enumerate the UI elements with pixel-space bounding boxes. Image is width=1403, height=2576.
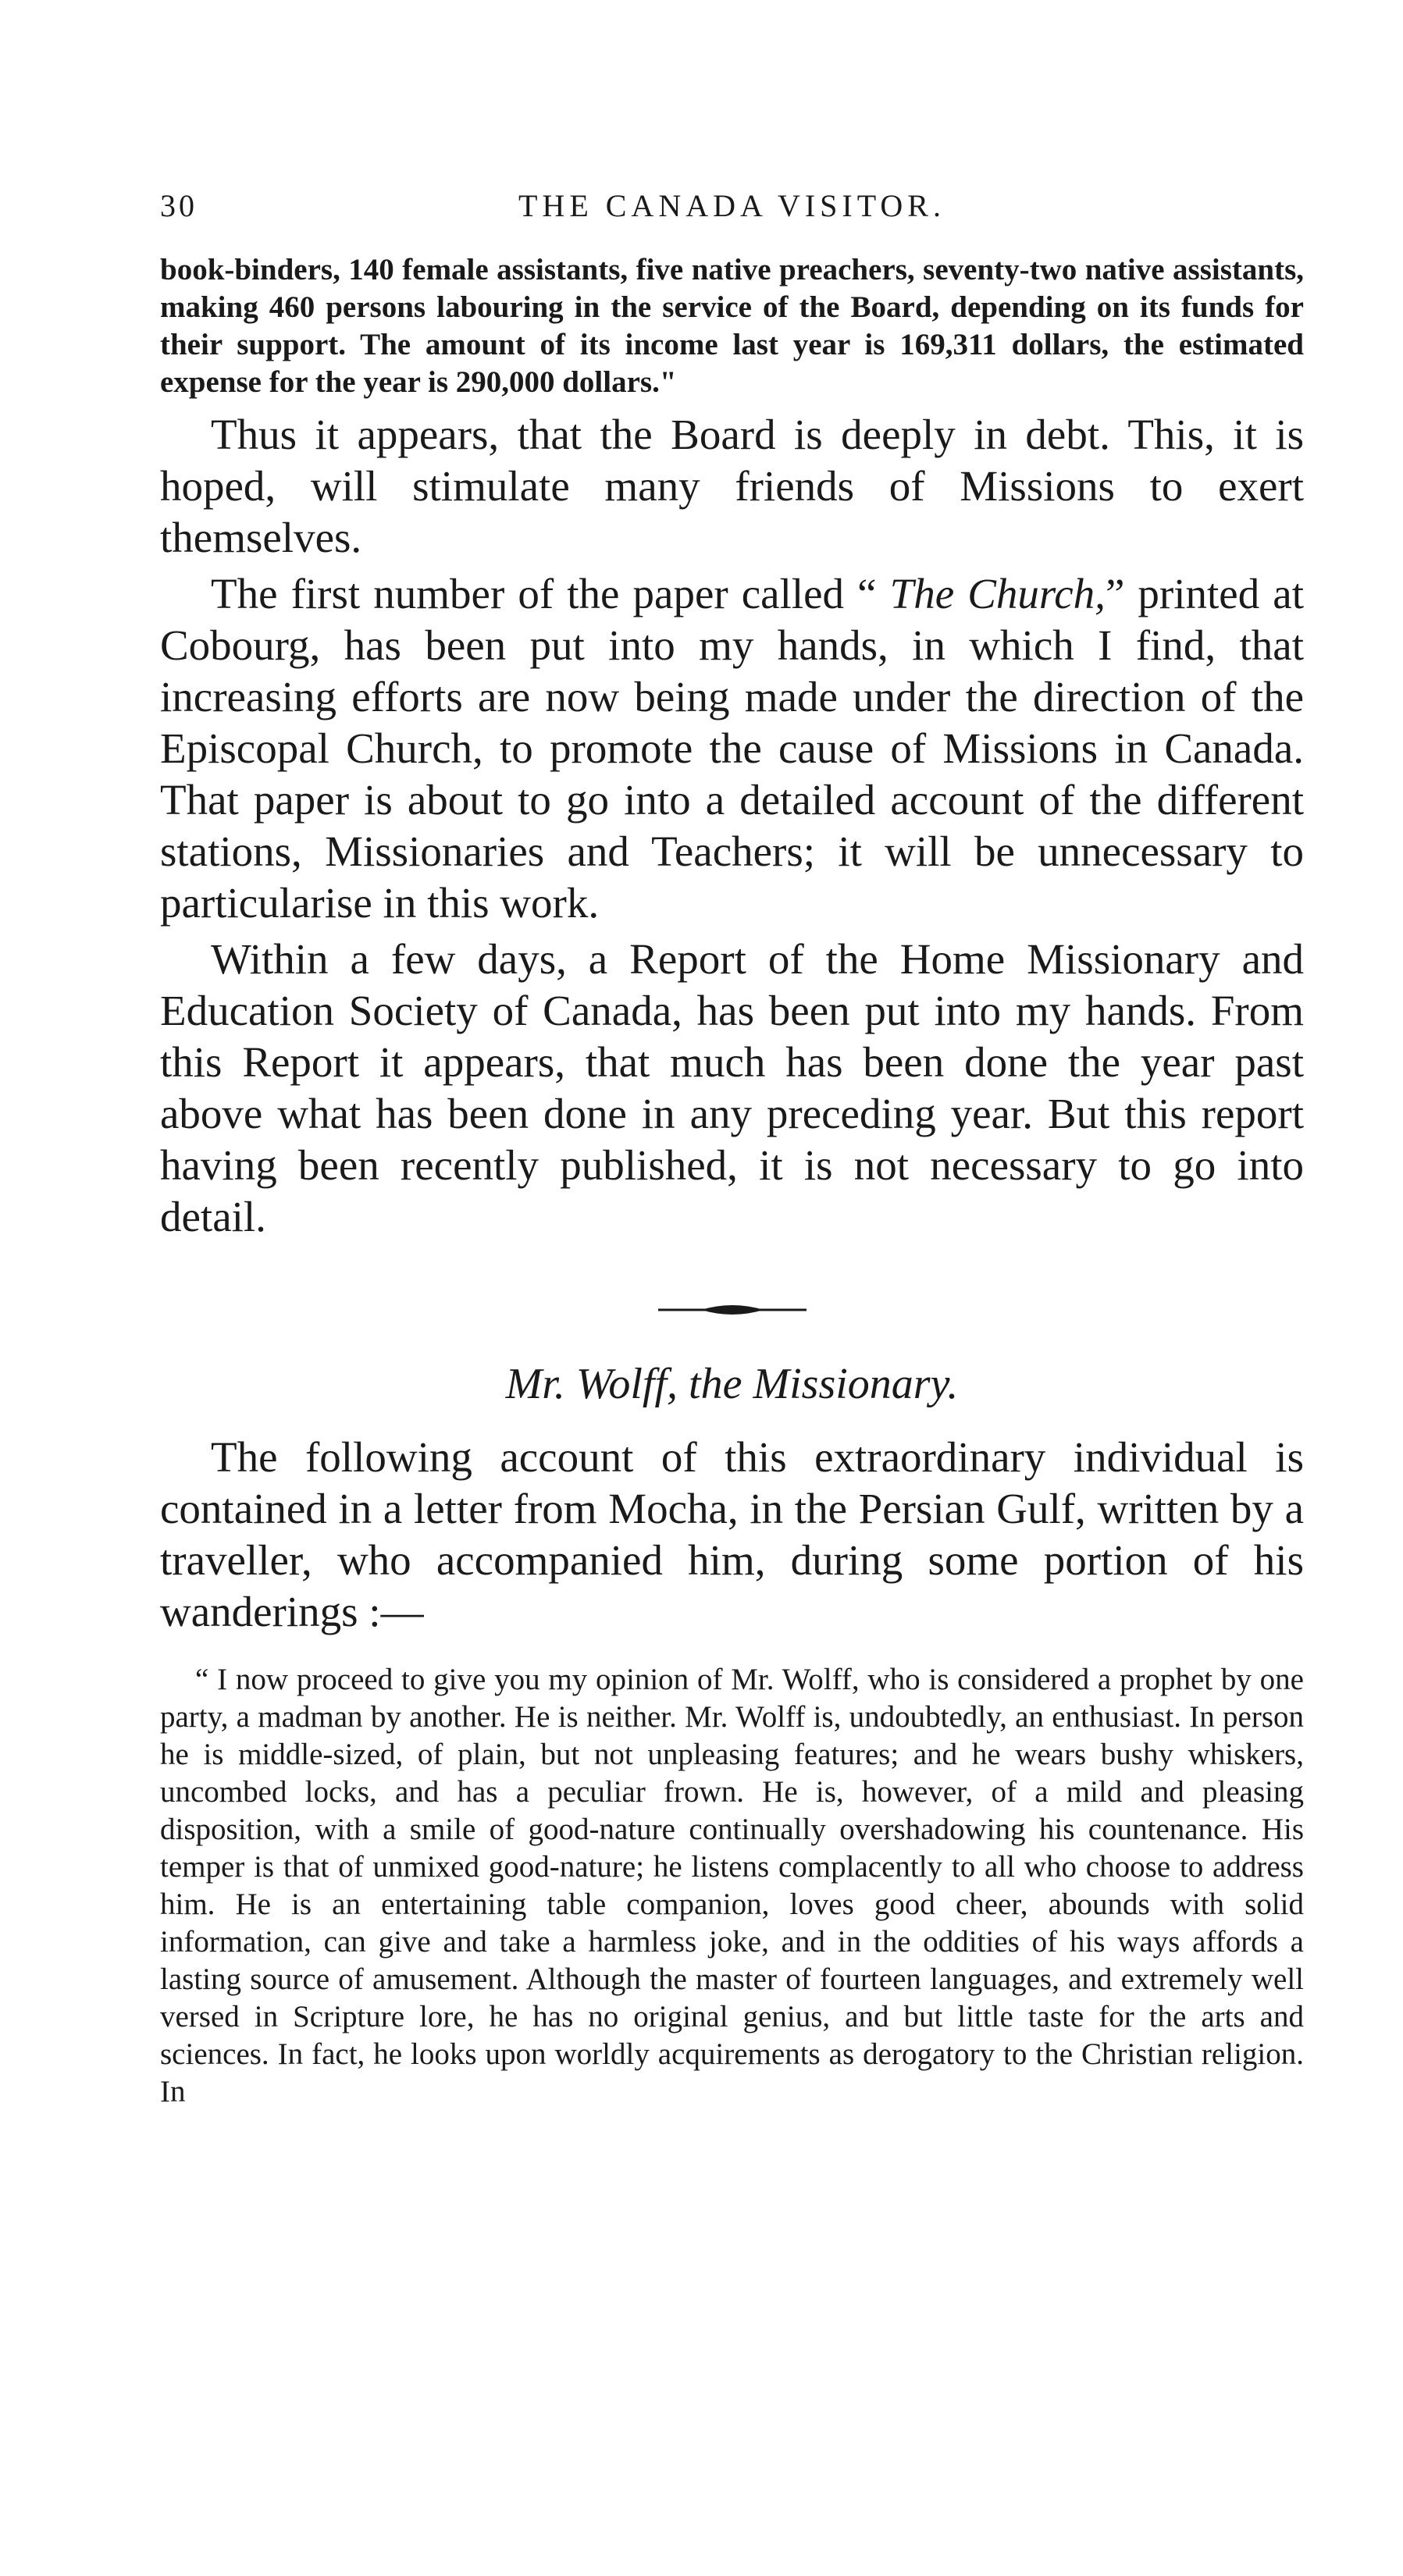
- page-number: 30: [160, 188, 198, 223]
- divider-ornament-icon: [658, 1302, 807, 1318]
- board-debt-paragraph: Thus it appears, that the Board is deeply in debt. This, it is hoped, will stimulate many friends of Missions to exert themselves.: [160, 411, 1304, 561]
- section-divider-ornament: [160, 1286, 1304, 1333]
- church-paper-paragraph: [160, 568, 1304, 929]
- church-paper-text-before: The first number of the paper called “: [211, 570, 890, 617]
- book-page: [160, 187, 1304, 2111]
- running-header: [160, 187, 1304, 234]
- section-intro-paragraph: The following account of this extraordinary individual is contained in a letter from Mocha, in the Persian Gulf, written by a traveller, who accompanied him, during some portion of his wanderings :—: [160, 1433, 1304, 1635]
- report-continuation-paragraph: book-binders, 140 female assistants, five native preachers, seventy-two native assistants, making 460 persons labouring in the service of the Board, depending on its funds for their support. The amount of its income last year is 169,311 dollars, the estimated expense for the year is 290,000 dollars.": [160, 253, 1304, 399]
- home-missionary-report-paragraph: Within a few days, a Report of the Home Missionary and Education Society of Canada, has been put into my hands. From this Report it appears, that much has been done the year past above what has been done in any preceding year. But this report having been recently published, it is not necessary to go into detail.: [160, 935, 1304, 1240]
- running-title: THE CANADA VISITOR.: [518, 188, 945, 223]
- section-heading: Mr. Wolff, the Missionary.: [505, 1360, 959, 1408]
- church-paper-title: The Church,: [889, 570, 1106, 617]
- quoted-letter-paragraph: “ I now proceed to give you my opinion of Mr. Wolff, who is considered a prophet by one party, a madman by another. He is neither. Mr. Wolff is, undoubtedly, an enthusiast. In person he is middle-sized, of plain, but not unpleasing features; and he wears bushy whiskers, uncombed locks, and has a peculiar frown. He is, however, of a mild and pleasing disposition, with a smile of good-nature continually overshadowing his countenance. His temper is that of unmixed good-nature; he listens complacently to all who choose to address him. He is an entertaining table companion, loves good cheer, abounds with solid information, can give and take a harmless joke, and in the oddities of his ways affords a lasting source of amusement. Although the master of fourteen languages, and extremely well versed in Scripture lore, he has no original genius, and but little taste for the arts and sciences. In fact, he looks upon worldly acquirements as derogatory to the Christian religion. In: [160, 1663, 1304, 2108]
- church-paper-text-after: ” printed at Cobourg, has been put into my hands, in which I find, that increasing efforts are now being made under the direction of the Episcopal Church, to promote the cause of Missions in Canada. That paper is about to go into a detailed account of the different stations, Missionaries and Teachers; it will be unnecessary to particularise in this work.: [160, 570, 1304, 927]
